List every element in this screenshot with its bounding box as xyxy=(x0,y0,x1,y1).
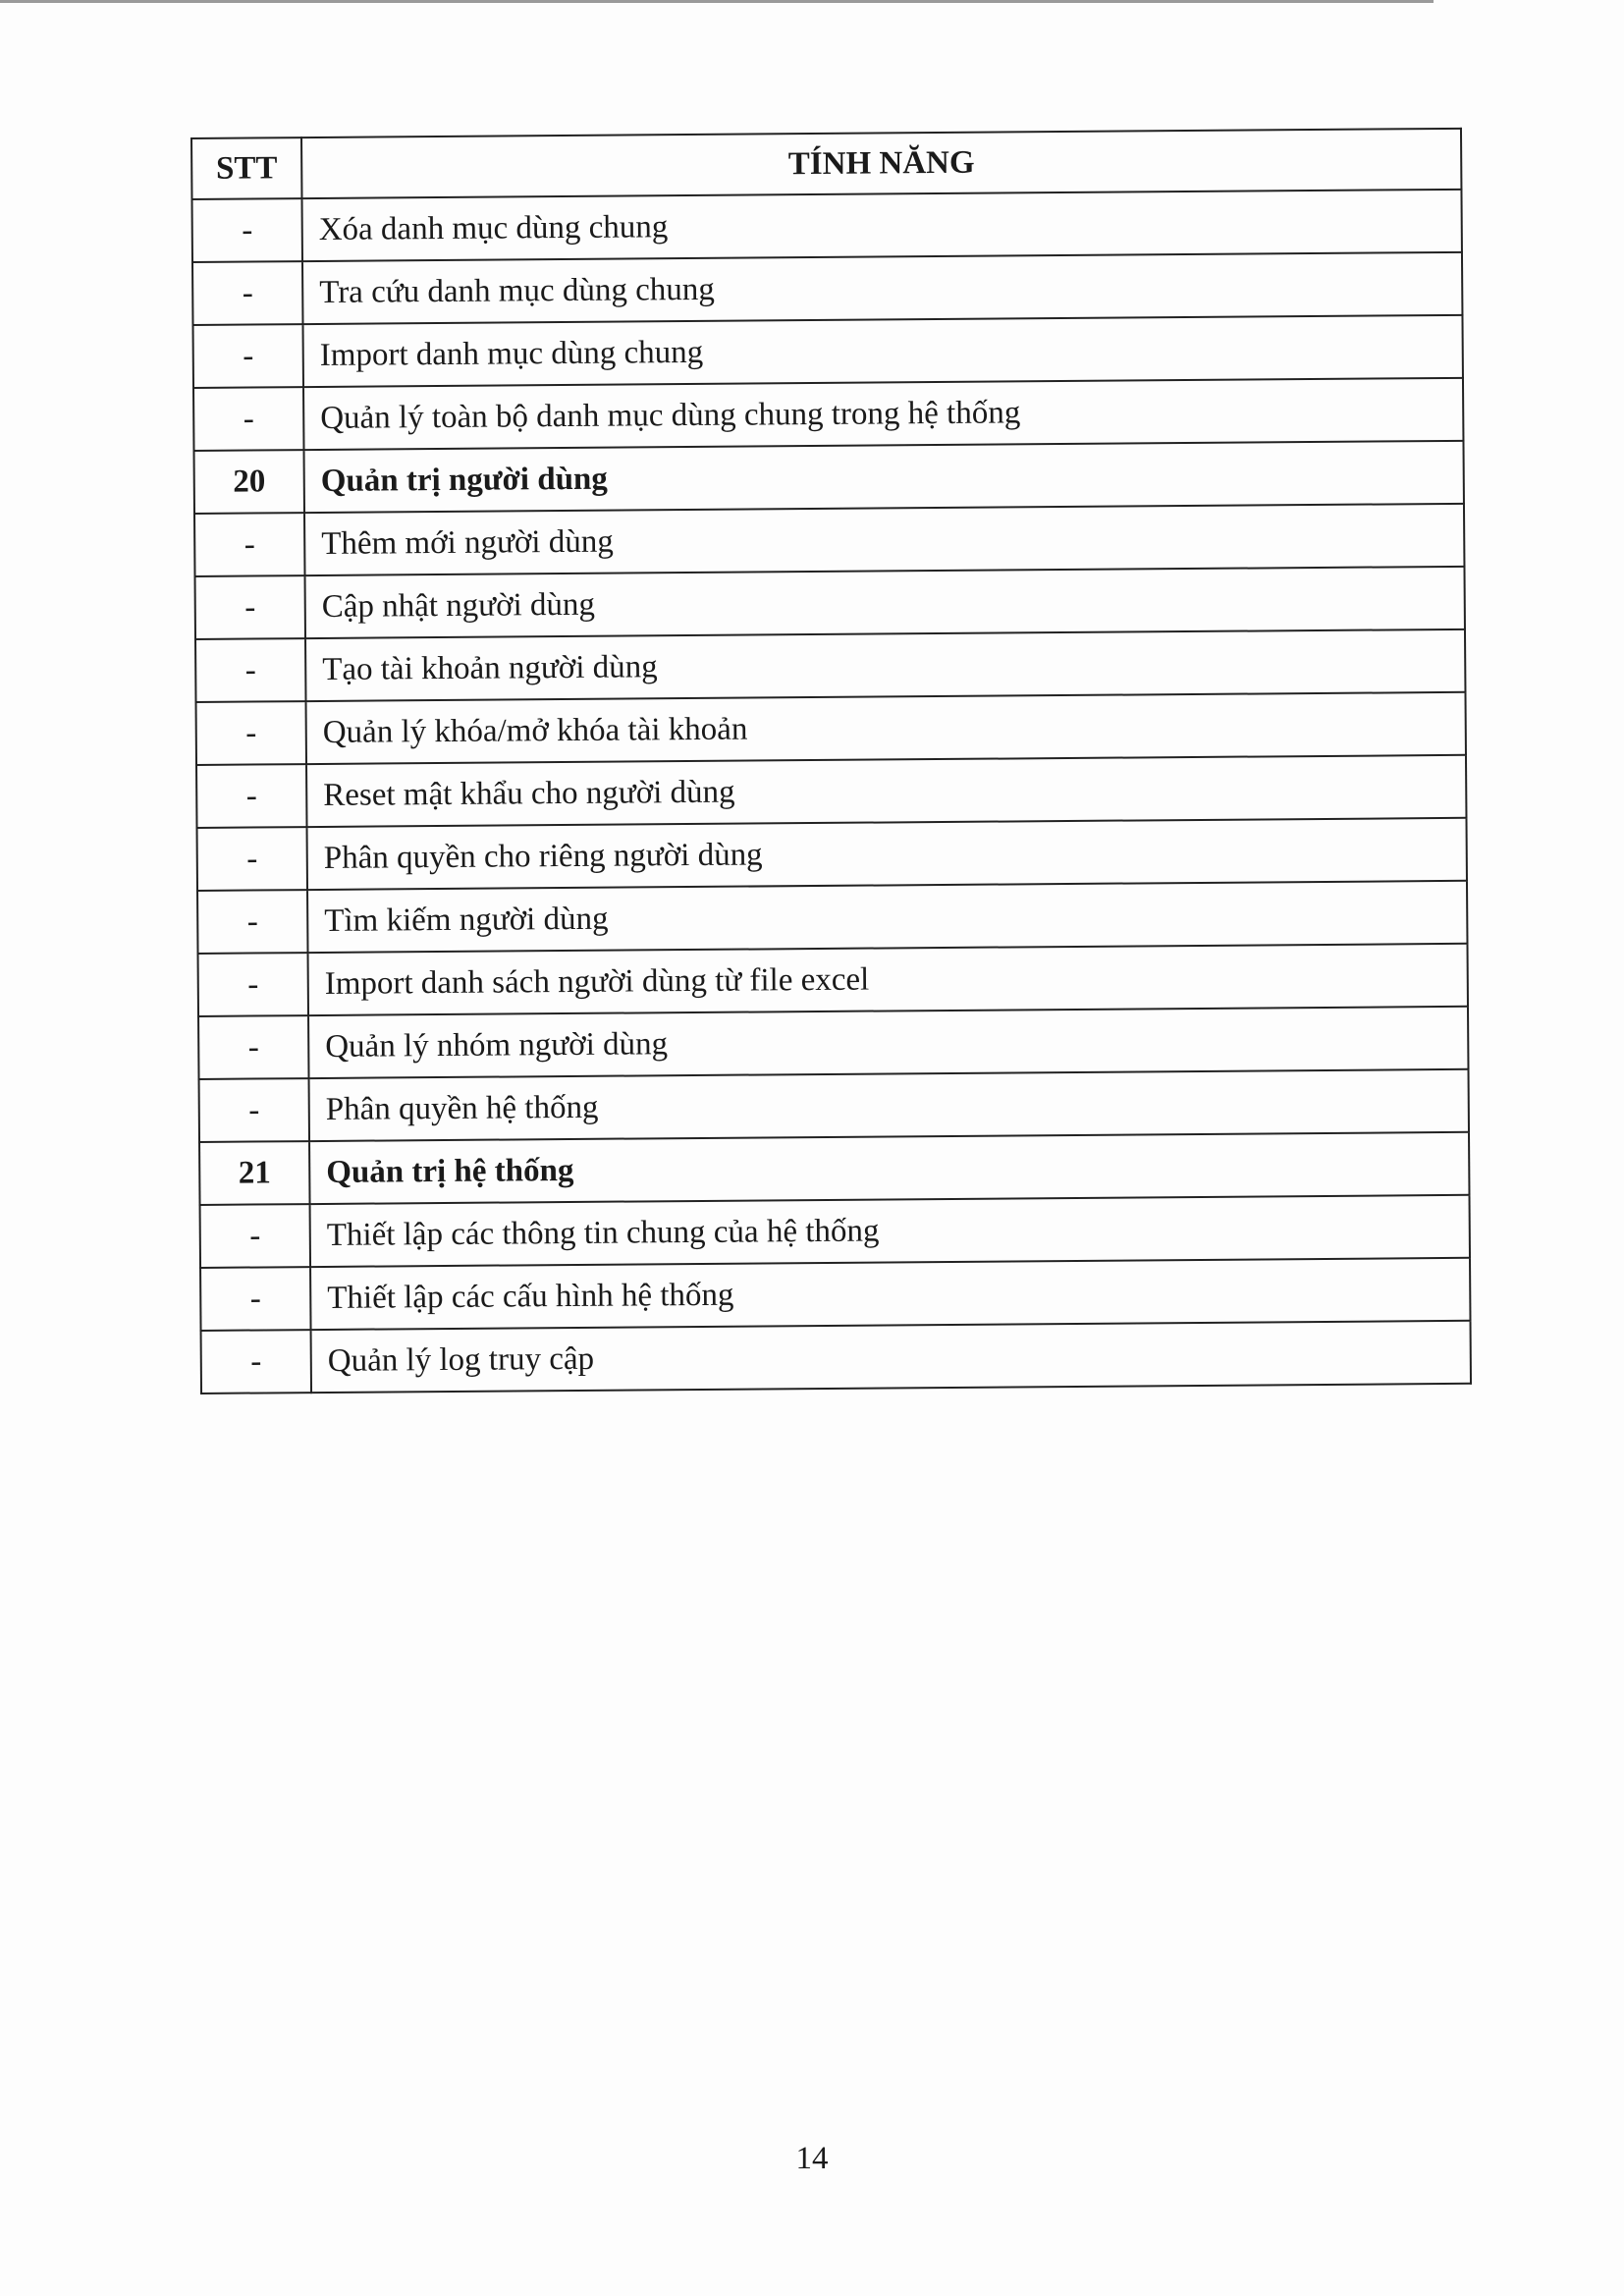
table-row xyxy=(198,1007,1468,1079)
row-feature-cell: Quản lý log truy cập xyxy=(311,1321,1471,1393)
row-feature-cell: Tạo tài khoản người dùng xyxy=(305,629,1465,701)
table-row xyxy=(198,944,1468,1016)
row-stt-cell: - xyxy=(198,953,308,1016)
stt-column-header: STT xyxy=(191,137,301,199)
row-stt-cell: 21 xyxy=(199,1141,309,1205)
table-row xyxy=(191,190,1461,262)
row-feature-cell: Quản lý khóa/mở khóa tài khoản xyxy=(306,692,1466,764)
feature-column-header: TÍNH NĂNG xyxy=(301,129,1461,198)
row-stt-cell: - xyxy=(196,764,306,828)
table-row xyxy=(197,818,1467,891)
feature-table-body xyxy=(191,190,1471,1394)
row-feature-cell: Xóa danh mục dùng chung xyxy=(301,190,1461,261)
section-title-cell: Quản trị người dùng xyxy=(304,441,1464,513)
row-stt-cell: - xyxy=(192,261,302,325)
section-row xyxy=(199,1132,1469,1205)
table-row xyxy=(193,315,1463,388)
row-stt-cell: - xyxy=(198,1015,308,1079)
row-stt-cell: 20 xyxy=(194,450,304,514)
row-feature-cell: Reset mật khẩu cho người dùng xyxy=(306,755,1466,827)
row-stt-cell: - xyxy=(193,387,303,451)
table-row xyxy=(192,252,1462,325)
row-stt-cell: - xyxy=(191,198,301,262)
row-stt-cell: - xyxy=(201,1330,311,1394)
row-stt-cell: - xyxy=(196,701,306,765)
table-header-row xyxy=(191,129,1461,199)
row-feature-cell: Thiết lập các thông tin chung của hệ thống xyxy=(310,1195,1470,1267)
table-row xyxy=(200,1195,1470,1268)
row-feature-cell: Phân quyền hệ thống xyxy=(309,1069,1469,1141)
section-row xyxy=(194,441,1464,514)
row-stt-cell: - xyxy=(195,638,305,702)
feature-table-wrapper xyxy=(190,128,1472,1394)
row-feature-cell: Quản lý toàn bộ danh mục dùng chung trong hệ thống xyxy=(303,378,1463,450)
row-feature-cell: Import danh mục dùng chung xyxy=(302,315,1462,387)
row-feature-cell: Thêm mới người dùng xyxy=(304,504,1464,575)
top-edge-rule xyxy=(0,0,1434,3)
row-feature-cell: Tra cứu danh mục dùng chung xyxy=(302,252,1462,324)
row-stt-cell: - xyxy=(195,575,305,639)
row-feature-cell: Tìm kiếm người dùng xyxy=(307,881,1467,953)
row-feature-cell: Quản lý nhóm người dùng xyxy=(308,1007,1468,1078)
table-row xyxy=(199,1069,1469,1142)
row-feature-cell: Import danh sách người dùng từ file excel xyxy=(308,944,1468,1015)
row-stt-cell: - xyxy=(200,1204,310,1268)
table-row xyxy=(197,881,1467,954)
table-row xyxy=(193,378,1463,451)
row-stt-cell: - xyxy=(193,324,303,388)
table-row xyxy=(200,1258,1470,1331)
row-stt-cell: - xyxy=(197,890,307,954)
row-feature-cell: Cập nhật người dùng xyxy=(305,567,1465,638)
feature-table xyxy=(190,128,1472,1394)
row-feature-cell: Thiết lập các cấu hình hệ thống xyxy=(310,1258,1470,1330)
table-row xyxy=(196,755,1466,828)
table-row xyxy=(201,1321,1471,1394)
row-stt-cell: - xyxy=(194,513,304,576)
page-number: 14 xyxy=(795,2141,829,2176)
row-stt-cell: - xyxy=(197,827,307,891)
row-feature-cell: Phân quyền cho riêng người dùng xyxy=(307,818,1467,890)
table-row xyxy=(194,504,1464,576)
section-title-cell: Quản trị hệ thống xyxy=(309,1132,1469,1204)
row-stt-cell: - xyxy=(199,1078,309,1142)
table-row xyxy=(195,567,1465,639)
table-row xyxy=(196,692,1466,765)
table-row xyxy=(195,629,1465,702)
row-stt-cell: - xyxy=(200,1267,310,1331)
